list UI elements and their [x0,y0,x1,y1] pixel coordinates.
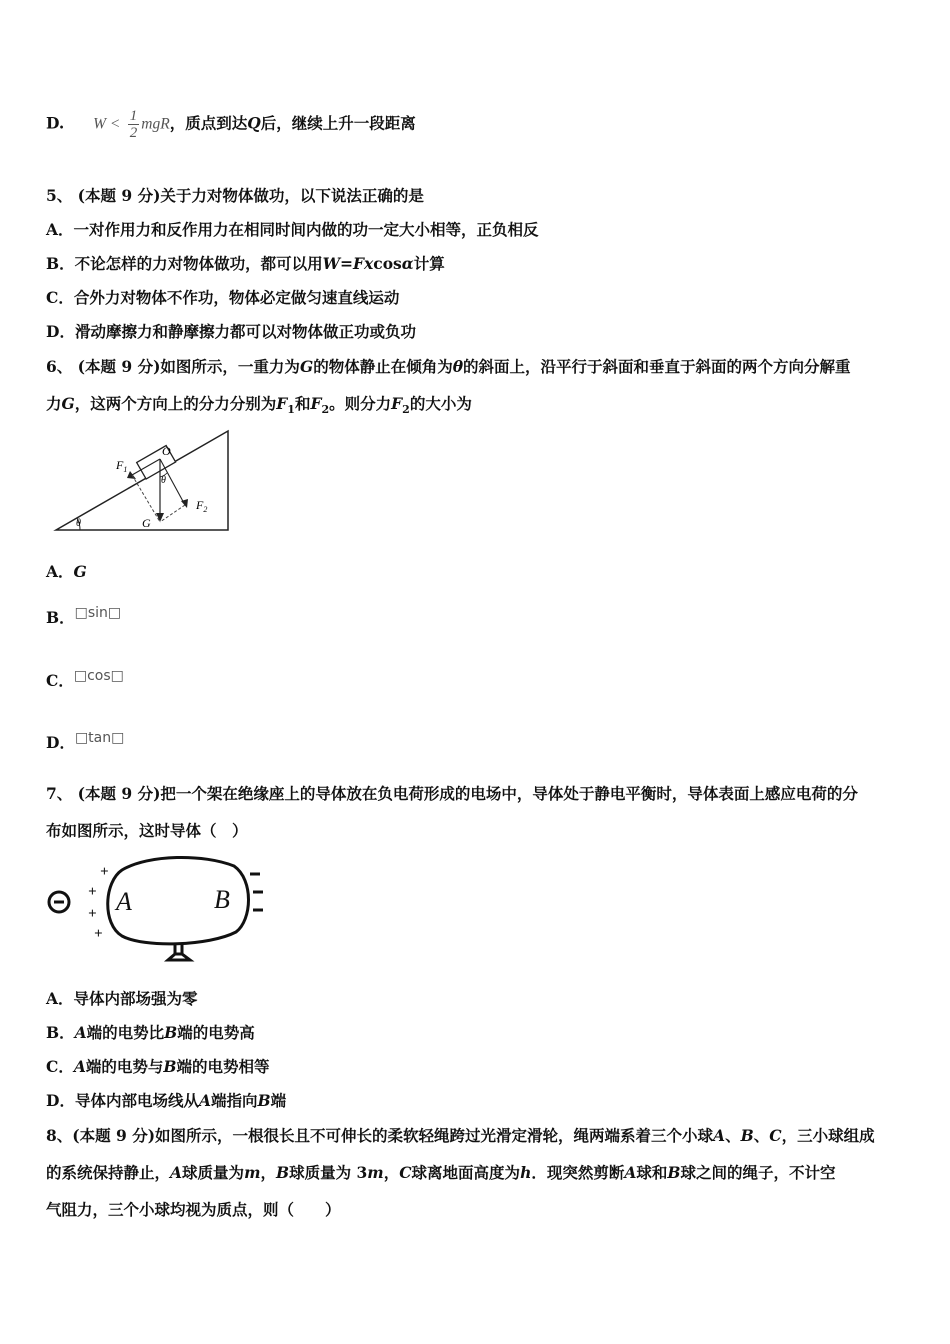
fraction: $\frac{1}{2}$ [129,108,138,141]
q7-stem-line1: 7、 (本题 9 分)把一个架在绝缘座上的导体放在负电荷形成的电场中，导体处于静电平衡时，导体表面上感应电荷的分 [46,784,858,803]
q4-option-d[interactable] [46,108,416,141]
q8-stem-line1 [46,1126,875,1146]
option-value: □tan□ [74,730,125,746]
text: ，质点到达 [169,113,248,133]
option-label: D． [46,733,75,752]
q6-option-a[interactable] [46,562,87,582]
var-f: F [310,394,322,413]
text: 8、(本题 9 分)如图所示，一根很长且不可伸长的柔软轻绳跨过光滑定滑轮，绳两端系着三个小球 [46,1126,714,1145]
plus-charge: + [94,926,103,942]
option-label: B． [46,1023,75,1042]
label-theta: θ [161,475,166,486]
conductor-figure [44,852,274,964]
q5-option-c[interactable]: C．合外力对物体不作功，物体必定做匀速直线运动 [46,288,400,307]
q8-stem-line2 [46,1163,836,1183]
var-b: B [740,1126,754,1145]
label-f1: $F_1$ [116,458,128,474]
stand-base [168,954,190,960]
text: 的系统保持静止， [46,1163,171,1182]
text: 。则分力 [329,394,392,413]
var-a: A [74,1023,87,1042]
q5-option-b[interactable] [46,254,445,274]
text: 球和 [636,1163,668,1182]
q6-stem-line1 [46,357,851,377]
label-g: G [142,516,151,530]
text: 6、 (本题 9 分)如图所示，一重力为 [46,357,300,376]
text: 端的电势与 [85,1057,164,1076]
text: 力 [46,394,62,413]
q7-option-b[interactable] [46,1023,255,1043]
q6-option-b[interactable] [46,605,122,629]
var-a: A [73,1057,86,1076]
text: 球之间的绳子，不计空 [680,1163,836,1182]
var-g: G [299,357,314,376]
alpha: α [401,254,414,273]
q7-option-a[interactable]: A．导体内部场强为零 [46,989,198,1008]
option-label: C． [46,1057,74,1076]
text: 和 [294,394,311,413]
label-b: B [214,885,230,914]
label-a: A [116,887,132,916]
var: m [367,1163,384,1182]
var: A [624,1163,637,1182]
var-g: G [61,394,75,413]
text: 球离地面高度为 [411,1163,521,1182]
text: 球质量为 3 [289,1163,368,1182]
label-o: O [162,444,171,458]
var: B [667,1163,681,1182]
text: 计算 [413,254,445,273]
text: 、 [753,1126,770,1145]
text: ．现突然剪断 [531,1163,625,1182]
q6-stem-line2 [46,394,472,420]
var: m [244,1163,261,1182]
q7-option-c[interactable] [46,1057,270,1077]
sub: 2 [321,403,330,417]
text: ，三小球组成 [781,1126,875,1145]
text: 端 [270,1091,287,1110]
text: ，这两个方向上的分力分别为 [74,394,277,413]
option-value: G [73,562,87,581]
incline-figure [50,425,240,537]
sub: 1 [287,403,295,417]
var-f: F [391,394,403,413]
text: 端的电势比 [86,1023,165,1042]
sub: 2 [402,403,410,417]
option-label: C． [46,671,74,690]
option-value: □cos□ [73,668,124,684]
var: A [170,1163,183,1182]
q5-option-d[interactable]: D．滑动摩擦力和静摩擦力都可以对物体做正功或负功 [46,322,416,341]
text: 、 [725,1126,741,1145]
var-a: A [713,1126,726,1145]
var-c: C [769,1126,782,1145]
q6-option-c[interactable] [46,668,124,692]
q8-stem-line3: 气阻力，三个小球均视为质点，则（ ） [46,1200,341,1219]
q6-option-d[interactable] [46,730,125,754]
var: C [399,1163,412,1182]
math-mgr: mgR [141,115,170,133]
label-base-theta: θ [76,518,81,529]
var: h [520,1163,532,1182]
var-b: B [163,1057,177,1076]
f1-arrowhead [127,471,136,479]
option-label: A． [46,562,74,581]
text: D．导体内部电场线从 [46,1091,199,1110]
option-label: D. [46,113,65,133]
var-a: A [198,1091,211,1110]
plus-charge: + [88,906,97,922]
text: ， [383,1163,400,1182]
q7-option-d[interactable] [46,1091,286,1111]
text: B．不论怎样的力对物体做功，都可以用 [46,254,323,273]
text: 端的电势高 [177,1023,255,1042]
math-w-less: W < [93,115,121,133]
var-f: F [276,394,288,413]
text: 的斜面上，沿平行于斜面和垂直于斜面的两个方向分解重 [463,357,851,376]
label-f2: $F_2$ [196,498,208,514]
cos: cos [373,254,402,273]
var-b: B [164,1023,178,1042]
q5-option-a[interactable]: A．一对作用力和反作用力在相同时间内做的功一定大小相等，正负相反 [46,220,539,239]
var-theta: θ [452,357,464,376]
q5-stem: 5、 (本题 9 分)关于力对物体做功，以下说法正确的是 [46,186,424,205]
text: ， [260,1163,276,1182]
text: 球质量为 [182,1163,245,1182]
dashed-line-1 [132,475,160,522]
var-b: B [257,1091,271,1110]
var-q: Q [247,113,261,133]
text: 端的电势相等 [176,1057,270,1076]
plus-charge: + [100,864,109,880]
option-value: □sin□ [74,605,122,621]
text: 的物体静止在倾角为 [313,357,453,376]
plus-charge: + [88,884,97,900]
text: 的大小为 [409,394,472,413]
text: 后，继续上升一段距离 [260,113,416,133]
text: 端指向 [210,1091,258,1110]
var: B [275,1163,290,1182]
option-label: B． [46,608,75,627]
q7-stem-line2: 布如图所示，这时导体（ ） [46,821,248,840]
formula: W=Fx [322,254,374,273]
